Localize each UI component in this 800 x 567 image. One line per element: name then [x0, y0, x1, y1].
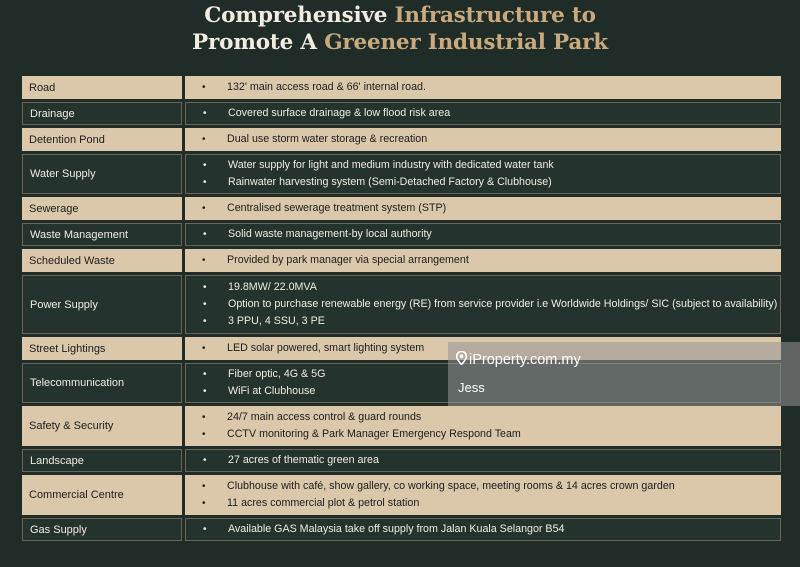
list-item — [185, 409, 781, 426]
row-label: Scheduled Waste — [22, 249, 182, 272]
table-row — [22, 154, 781, 194]
table-row — [22, 518, 781, 541]
list-item — [186, 105, 780, 122]
table-row — [22, 475, 781, 515]
bullet-icon: • — [203, 524, 207, 535]
list-item — [186, 157, 780, 174]
list-item — [185, 252, 781, 269]
list-item-text: Solid waste management-by local authority — [228, 228, 432, 240]
watermark — [448, 342, 800, 406]
table-row — [22, 275, 781, 334]
bullet-icon: • — [203, 316, 207, 327]
list-item — [186, 521, 780, 538]
list-item-text: Provided by park manager via special arrangement — [227, 254, 469, 266]
bullet-icon: • — [202, 82, 206, 93]
row-details — [185, 197, 781, 220]
bullet-icon: • — [203, 386, 207, 397]
bullet-icon: • — [203, 282, 207, 293]
bullet-icon: • — [203, 160, 207, 171]
list-item-text: Fiber optic, 4G & 5G — [228, 368, 326, 380]
bullet-icon: • — [203, 369, 207, 380]
table-row — [22, 406, 781, 446]
list-item — [186, 279, 780, 296]
row-details — [185, 128, 781, 151]
row-label: Water Supply — [22, 154, 182, 194]
row-details — [185, 223, 781, 246]
row-label: Gas Supply — [22, 518, 182, 541]
bullet-icon: • — [202, 343, 206, 354]
bullet-icon: • — [203, 299, 207, 310]
list-item — [186, 296, 780, 313]
row-details — [185, 102, 781, 125]
list-item-text: Covered surface drainage & low flood risk area — [228, 107, 451, 119]
list-item-text: LED solar powered, smart lighting system — [227, 342, 425, 354]
list-item-text: CCTV monitoring & Park Manager Emergency Respond Team — [227, 428, 521, 440]
bullet-icon: • — [203, 455, 207, 466]
row-details — [185, 475, 781, 515]
list-item — [185, 426, 781, 443]
table-row — [22, 223, 781, 246]
list-item — [185, 131, 781, 148]
bullet-icon: • — [202, 203, 206, 214]
table-row — [22, 76, 781, 99]
list-item — [186, 452, 780, 469]
list-item — [185, 79, 781, 96]
row-details — [185, 518, 781, 541]
row-label: Detention Pond — [22, 128, 182, 151]
title-line-1-gold: Infrastructure to — [394, 3, 596, 28]
row-label: Safety & Security — [22, 406, 182, 446]
title-line-1 — [0, 2, 800, 29]
list-item-text: Water supply for light and medium industry with dedicated water tank — [228, 159, 554, 171]
table-row — [22, 197, 781, 220]
bullet-icon: • — [202, 255, 206, 266]
title-line-2-white: Promote A — [192, 30, 317, 55]
row-label: Drainage — [22, 102, 182, 125]
list-item-text: Dual use storm water storage & recreation — [227, 133, 428, 145]
watermark-agent-name: Jess — [458, 380, 485, 395]
list-item — [186, 226, 780, 243]
row-label: Road — [22, 76, 182, 99]
row-details — [185, 249, 781, 272]
row-label: Waste Management — [22, 223, 182, 246]
bullet-icon: • — [203, 108, 207, 119]
list-item-text: 3 PPU, 4 SSU, 3 PE — [228, 315, 325, 327]
row-label: Sewerage — [22, 197, 182, 220]
list-item-text: 132' main access road & 66' internal road. — [227, 81, 426, 93]
row-label: Landscape — [22, 449, 182, 472]
bullet-icon: • — [202, 134, 206, 145]
table-row — [22, 249, 781, 272]
watermark-brand-text: iProperty.com.my — [469, 352, 581, 368]
bullet-icon: • — [202, 412, 206, 423]
location-pin-icon — [456, 351, 467, 369]
row-details — [185, 406, 781, 446]
row-label: Commercial Centre — [22, 475, 182, 515]
list-item-text: Clubhouse with café, show gallery, co working space, meeting rooms & 14 acres crown garden — [227, 480, 675, 492]
bullet-icon: • — [202, 481, 206, 492]
row-label: Street Lightings — [22, 337, 182, 360]
page-title — [0, 2, 800, 56]
list-item-text: 24/7 main access control & guard rounds — [227, 411, 422, 423]
list-item-text: WiFi at Clubhouse — [228, 385, 316, 397]
infrastructure-table — [22, 76, 781, 544]
row-label: Telecommunication — [22, 363, 182, 403]
bullet-icon: • — [202, 498, 206, 509]
list-item-text: 27 acres of thematic green area — [228, 454, 379, 466]
watermark-brand — [456, 351, 581, 369]
list-item-text: Rainwater harvesting system (Semi-Detached Factory & Clubhouse) — [228, 176, 552, 188]
list-item-text: Available GAS Malaysia take off supply from Jalan Kuala Selangor B54 — [228, 523, 565, 535]
title-line-1-white: Comprehensive — [204, 3, 388, 28]
row-details — [185, 449, 781, 472]
list-item-text: Option to purchase renewable energy (RE) from service provider i.e Worldwide Holdings/ SIC (subject to availability) — [228, 298, 778, 310]
row-label: Power Supply — [22, 275, 182, 334]
list-item — [186, 174, 780, 191]
row-details — [185, 275, 781, 334]
list-item-text: 19.8MW/ 22.0MVA — [228, 281, 317, 293]
list-item-text: Centralised sewerage treatment system (STP) — [227, 202, 447, 214]
bullet-icon: • — [202, 429, 206, 440]
table-row — [22, 102, 781, 125]
list-item — [185, 200, 781, 217]
title-line-2 — [0, 29, 800, 56]
table-row — [22, 449, 781, 472]
list-item-text: 11 acres commercial plot & petrol station — [227, 497, 420, 509]
title-line-2-gold: Greener Industrial Park — [324, 30, 608, 55]
bullet-icon: • — [203, 229, 207, 240]
list-item — [185, 495, 781, 512]
row-details — [185, 76, 781, 99]
table-row — [22, 128, 781, 151]
row-details — [185, 154, 781, 194]
list-item — [185, 478, 781, 495]
bullet-icon: • — [203, 177, 207, 188]
list-item — [186, 313, 780, 330]
